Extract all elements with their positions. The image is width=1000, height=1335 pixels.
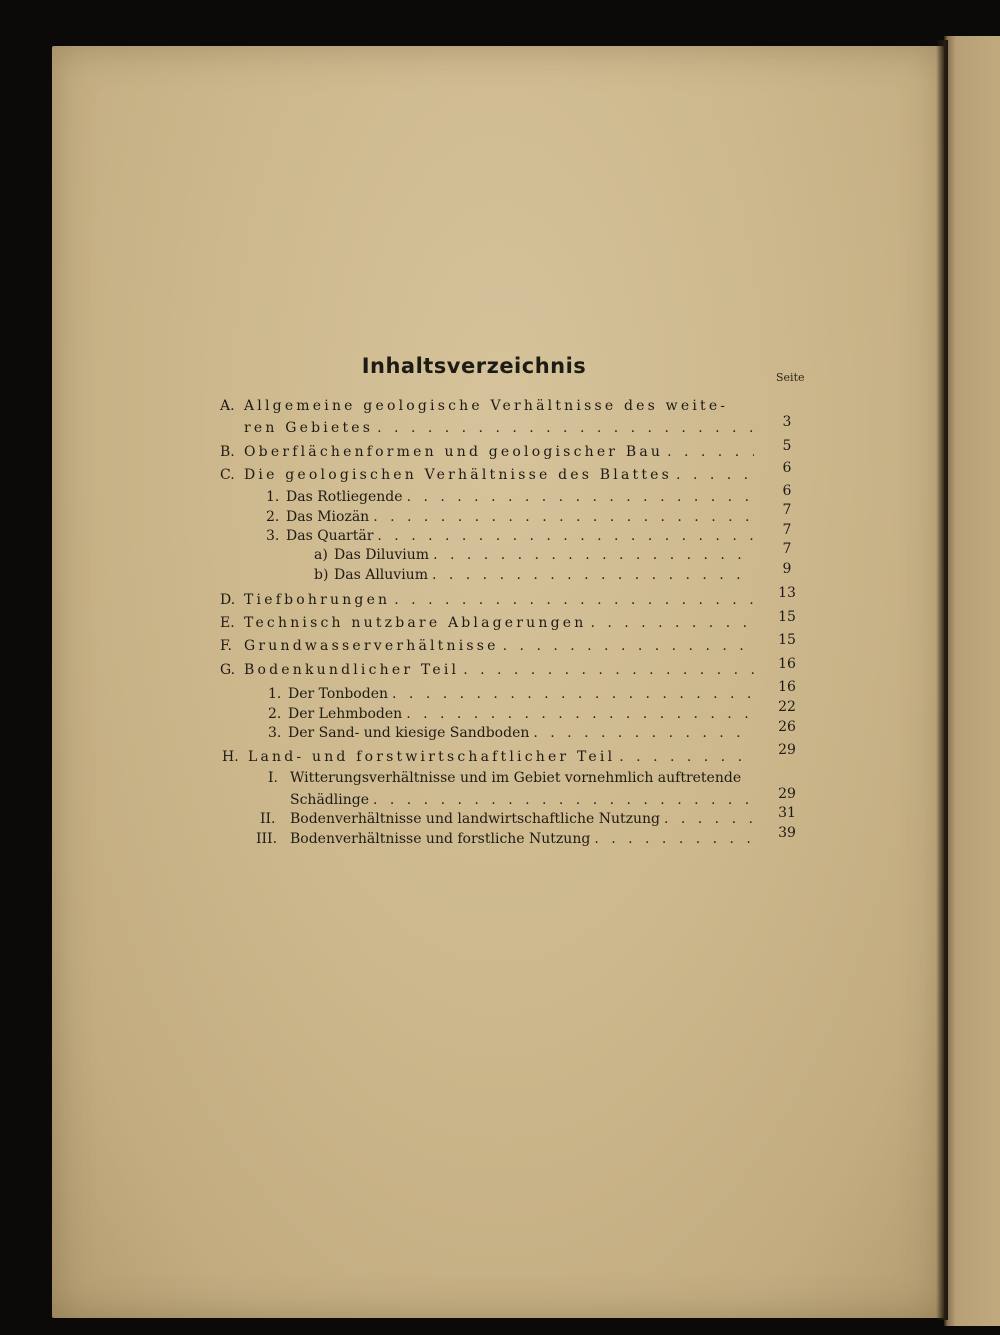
- leader-dots: [377, 420, 754, 436]
- book-page: [52, 46, 944, 1318]
- toc-entry-h2: [260, 811, 754, 827]
- toc-text: Grundwasserverhältnisse: [244, 638, 499, 654]
- toc-page-number: 15: [778, 609, 796, 625]
- toc-entry-c1: [266, 489, 754, 505]
- toc-page-number: 16: [778, 656, 796, 672]
- leader-dots: [377, 528, 754, 544]
- toc-text: Das Rotliegende: [286, 489, 403, 505]
- toc-page-number: 3: [782, 414, 792, 430]
- toc-text: Land- und forstwirtschaftlicher Teil: [248, 749, 616, 765]
- toc-page-number: 39: [778, 825, 796, 841]
- toc-page-number: 22: [778, 699, 796, 715]
- leader-dots: [463, 662, 754, 678]
- toc-entry-f: [220, 638, 754, 654]
- toc-page-number: 15: [778, 632, 796, 648]
- leader-dots: [432, 567, 754, 583]
- toc-entry-h3: [256, 831, 754, 847]
- leader-dots: [392, 686, 754, 702]
- toc-entry-h: [222, 749, 754, 765]
- toc-label: a): [314, 547, 328, 563]
- toc-label: I.: [268, 770, 278, 786]
- leader-dots: [676, 467, 754, 483]
- toc-label: III.: [256, 831, 278, 847]
- toc-label: 3.: [268, 725, 282, 741]
- toc-page-number: 16: [778, 679, 796, 695]
- leader-dots: [619, 749, 754, 765]
- toc-text: Der Tonboden: [288, 686, 389, 702]
- toc-page-number: 5: [782, 438, 792, 454]
- leader-dots: [503, 638, 754, 654]
- toc-label: G.: [220, 662, 236, 678]
- toc-label: A.: [220, 398, 235, 414]
- leader-dots: [373, 509, 754, 525]
- toc-text: Der Sand- und kiesige Sandboden: [288, 725, 530, 741]
- toc-page-number: 7: [782, 541, 792, 557]
- toc-label: 1.: [268, 686, 282, 702]
- page-column-header: Seite: [776, 371, 805, 384]
- toc-text: Das Quartär: [286, 528, 374, 544]
- toc-text: Schädlinge: [290, 792, 369, 808]
- leader-dots: [406, 706, 754, 722]
- toc-text: Die geologischen Verhältnisse des Blattes: [244, 467, 673, 483]
- adjacent-page-edge: [944, 36, 1000, 1326]
- toc-entry-e: [220, 615, 754, 631]
- toc-entry-g1: [268, 686, 754, 702]
- toc-label: D.: [220, 592, 236, 608]
- toc-label: 3.: [266, 528, 280, 544]
- toc-entry-b: [220, 444, 754, 460]
- toc-entry-h1-cont: [290, 792, 754, 808]
- toc-page-number: 7: [782, 502, 792, 518]
- leader-dots: [594, 831, 754, 847]
- toc-entry-c3a: [314, 547, 754, 563]
- toc-label: II.: [260, 811, 276, 827]
- toc-label: 2.: [266, 509, 280, 525]
- toc-text: Oberflächenformen und geologischer Bau: [244, 444, 664, 460]
- leader-dots: [373, 792, 754, 808]
- toc-entry-a: [220, 398, 728, 414]
- toc-page-number: 31: [778, 805, 796, 821]
- toc-label: C.: [220, 467, 235, 483]
- toc-label: B.: [220, 444, 235, 460]
- toc-entry-h1: [268, 770, 741, 786]
- toc-text: ren Gebietes: [244, 420, 374, 436]
- toc-text: Das Miozän: [286, 509, 370, 525]
- toc-entry-g3: [268, 725, 754, 741]
- toc-entry-c2: [266, 509, 754, 525]
- leader-dots: [667, 444, 754, 460]
- toc-page-number: 13: [778, 585, 796, 601]
- page-title: Inhaltsverzeichnis: [361, 354, 587, 378]
- toc-entry-g2: [268, 706, 754, 722]
- book-gutter-shadow: [936, 40, 948, 1320]
- toc-page-number: 29: [778, 786, 796, 802]
- toc-entry-c3b: [314, 567, 754, 583]
- toc-label: 2.: [268, 706, 282, 722]
- toc-page-number: 7: [782, 522, 792, 538]
- toc-text: Bodenverhältnisse und forstliche Nutzung: [290, 831, 591, 847]
- toc-label: 1.: [266, 489, 280, 505]
- toc-text: Technisch nutzbare Ablagerungen: [244, 615, 587, 631]
- leader-dots: [590, 615, 754, 631]
- table-of-contents: [52, 46, 944, 1318]
- toc-text: Bodenkundlicher Teil: [244, 662, 460, 678]
- leader-dots: [433, 547, 754, 563]
- toc-entry-c3: [266, 528, 754, 544]
- toc-page-number: 6: [782, 483, 792, 499]
- toc-text: Tiefbohrungen: [244, 592, 391, 608]
- leader-dots: [407, 489, 754, 505]
- toc-text: Das Diluvium: [334, 547, 430, 563]
- toc-entry-g: [220, 662, 754, 678]
- toc-label: b): [314, 567, 329, 583]
- toc-text: Witterungsverhältnisse und im Gebiet vornehmlich auftretende: [290, 770, 742, 786]
- toc-entry-d: [220, 592, 754, 608]
- toc-text: Allgemeine geologische Verhältnisse des weite-: [244, 398, 729, 414]
- leader-dots: [533, 725, 754, 741]
- toc-text: Das Alluvium: [334, 567, 428, 583]
- leader-dots: [394, 592, 754, 608]
- toc-text: Bodenverhältnisse und landwirtschaftliche Nutzung: [290, 811, 660, 827]
- toc-page-number: 9: [782, 561, 792, 577]
- toc-page-number: 6: [782, 460, 792, 476]
- leader-dots: [664, 811, 754, 827]
- toc-page-number: 26: [778, 719, 796, 735]
- toc-page-number: 29: [778, 742, 796, 758]
- toc-label: H.: [222, 749, 239, 765]
- toc-entry-a-cont: [244, 420, 754, 436]
- toc-text: Der Lehmboden: [288, 706, 403, 722]
- toc-label: F.: [220, 638, 232, 654]
- toc-entry-c: [220, 467, 754, 483]
- toc-label: E.: [220, 615, 235, 631]
